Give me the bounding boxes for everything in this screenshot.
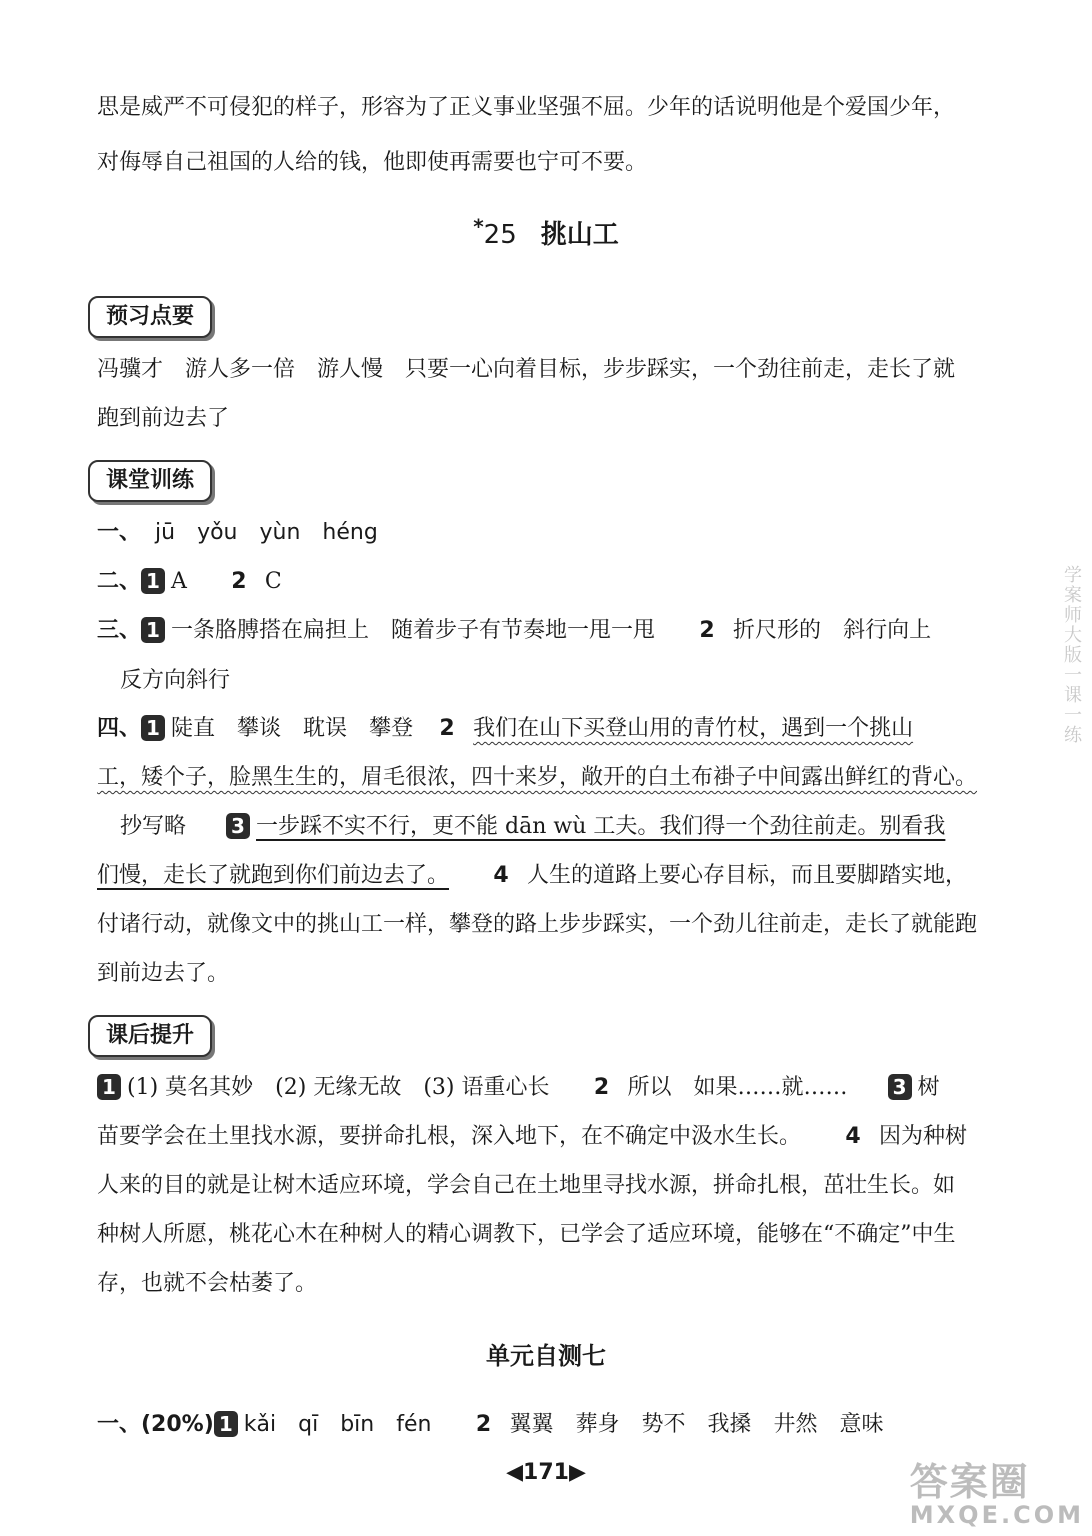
unit-test-title: 单元自测七: [486, 1342, 606, 1370]
after-heading: 课后提升: [88, 1015, 212, 1057]
page-number: ◀171▶: [506, 1460, 586, 1485]
q3-number-2: 2: [699, 618, 715, 643]
copy-note: 抄写略: [120, 814, 187, 839]
after-q4-line-4: 存，也就不会枯萎了。: [97, 1271, 318, 1296]
unit-number-2: 2: [475, 1412, 492, 1437]
q4-word-1: 陡直: [171, 716, 216, 741]
unit-q1-label: 一、(20%): [97, 1412, 214, 1437]
after-q1c: (3) 语重心长: [423, 1075, 550, 1100]
after-q1a: (1) 莫名其妙: [127, 1075, 254, 1100]
classroom-q4-line-3: [120, 812, 945, 842]
preview-heading: 预习点要: [88, 296, 212, 338]
classroom-q1: [97, 518, 378, 548]
unit-word-4: 我搡: [707, 1412, 752, 1437]
q3-label: 三、: [97, 618, 142, 643]
number-badge: 1: [214, 1411, 238, 1437]
after-q4-line-2: 人来的目的就是让树木适应环境，学会自己在土地里寻找水源，拼命扎根，茁壮生长。如: [97, 1173, 956, 1198]
after-line-1: [97, 1073, 940, 1103]
number-badge: 1: [141, 715, 165, 741]
q3-answer-1b: 随着步子有节奏地一甩一甩: [391, 618, 656, 643]
classroom-q4-line-4: [97, 861, 967, 891]
q4-answer-3-line-2: 们慢，走长了就跑到你们前边去了。: [97, 863, 450, 888]
unit-pinyin-1: kǎi: [243, 1412, 277, 1437]
q2-answer-1: A: [171, 569, 187, 594]
q4-word-4: 攀登: [369, 716, 414, 741]
unit-pinyin-4: fén: [396, 1412, 432, 1437]
after-q3-line-2: 苗要学会在土里找水源，要拼命扎根，深入地下，在不确定中汲水生长。: [97, 1124, 802, 1149]
after-q4-line-3: 种树人所愿，桃花心木在种树人的精心调教下，已学会了适应环境，能够在“不确定”中生: [97, 1222, 956, 1247]
unit-word-6: 意味: [839, 1412, 884, 1437]
classroom-q4-line-1: [97, 714, 913, 744]
q4-label: 四、: [97, 716, 142, 741]
after-q4-line-1: 因为种树: [879, 1124, 968, 1149]
number-badge: 1: [141, 617, 165, 643]
after-number-2: 2: [593, 1075, 610, 1100]
q4-answer-3-line-1: 一步踩不实不行，更不能 dān wù 工夫。我们得一个劲往前走。别看我: [256, 814, 946, 839]
q4-word-3: 耽误: [303, 716, 348, 741]
after-q2b: 如果……就……: [693, 1075, 848, 1100]
unit-pinyin-2: qī: [298, 1412, 319, 1437]
side-book-title: 学案师大版一课一练: [1061, 565, 1082, 745]
unit-word-5: 井然: [773, 1412, 818, 1437]
lesson-star: *: [473, 214, 484, 239]
number-badge: 1: [97, 1074, 121, 1100]
after-number-4: 4: [845, 1124, 861, 1149]
preview-line-2: 跑到前边去了: [97, 406, 230, 431]
intro-line-2: 对侮辱自己祖国的人给的钱，他即使再需要也宁可不要。: [97, 150, 648, 175]
classroom-q4-line-2: [97, 763, 977, 793]
q4-number-2: 2: [439, 716, 455, 741]
pinyin-2: yǒu: [197, 520, 238, 545]
lesson-number: 25: [483, 220, 517, 250]
q3-answer-2a: 折尺形的: [733, 618, 822, 643]
watermark-top: 答案圈: [909, 1460, 1030, 1504]
unit-test-q1: [97, 1410, 884, 1440]
q2-answer-2: C: [264, 569, 282, 594]
q4-answer-4-line-1: 人生的道路上要心存目标，而且要脚踏实地，: [527, 863, 968, 888]
lesson-title-text: 挑山工: [540, 220, 619, 250]
pinyin-3: yùn: [259, 520, 301, 545]
watermark-logo: [910, 1462, 1084, 1528]
q4-answer-4-line-3: 到前边去了。: [97, 961, 230, 986]
q4-answer-2-line-1: 我们在山下买登山用的青竹杖，遇到一个挑山: [473, 716, 914, 741]
watermark-bottom: MXQE.COM: [909, 1501, 1084, 1529]
after-q3-line-1: 树: [917, 1075, 940, 1100]
pinyin-1: jū: [155, 520, 176, 545]
q3-answer-2c: 反方向斜行: [120, 668, 231, 693]
unit-word-1: 翼翼: [509, 1412, 554, 1437]
number-badge: 3: [226, 813, 250, 839]
after-line-2: [97, 1122, 967, 1152]
q4-word-2: 攀谈: [237, 716, 282, 741]
unit-pinyin-3: bīn: [340, 1412, 375, 1437]
q3-answer-2b: 斜行向上: [843, 618, 932, 643]
number-badge: 3: [888, 1074, 912, 1100]
unit-word-3: 势不: [641, 1412, 686, 1437]
unit-word-2: 葬身: [575, 1412, 620, 1437]
number-badge: 1: [141, 568, 165, 594]
q4-number-4: 4: [493, 863, 509, 888]
intro-line-1: 思是威严不可侵犯的样子，形容为了正义事业坚强不屈。少年的话说明他是个爱国少年，: [97, 95, 956, 120]
q2-label: 二、: [97, 569, 142, 594]
after-q1b: (2) 无缘无故: [275, 1075, 402, 1100]
preview-line-1: 冯骥才 游人多一倍 游人慢 只要一心向着目标，步步踩实，一个劲往前走，走长了就: [97, 357, 956, 382]
q4-answer-4-line-2: 付诸行动，就像文中的挑山工一样，攀登的路上步步踩实，一个劲儿往前走，走长了就能跑: [97, 912, 978, 937]
q3-answer-1a: 一条胳膊搭在扁担上: [171, 618, 370, 643]
q4-answer-2-line-2: 工，矮个子，脸黑生生的，眉毛很浓，四十来岁，敞开的白土布褂子中间露出鲜红的背心。: [97, 765, 978, 790]
q1-label: 一、: [97, 520, 142, 545]
lesson-title: [0, 214, 1092, 251]
classroom-q3: [97, 616, 931, 646]
classroom-q2: [97, 567, 282, 597]
q2-number-2: 2: [231, 569, 247, 594]
after-q2a: 所以: [627, 1075, 672, 1100]
pinyin-4: héng: [322, 520, 378, 545]
classroom-heading: 课堂训练: [88, 460, 212, 502]
